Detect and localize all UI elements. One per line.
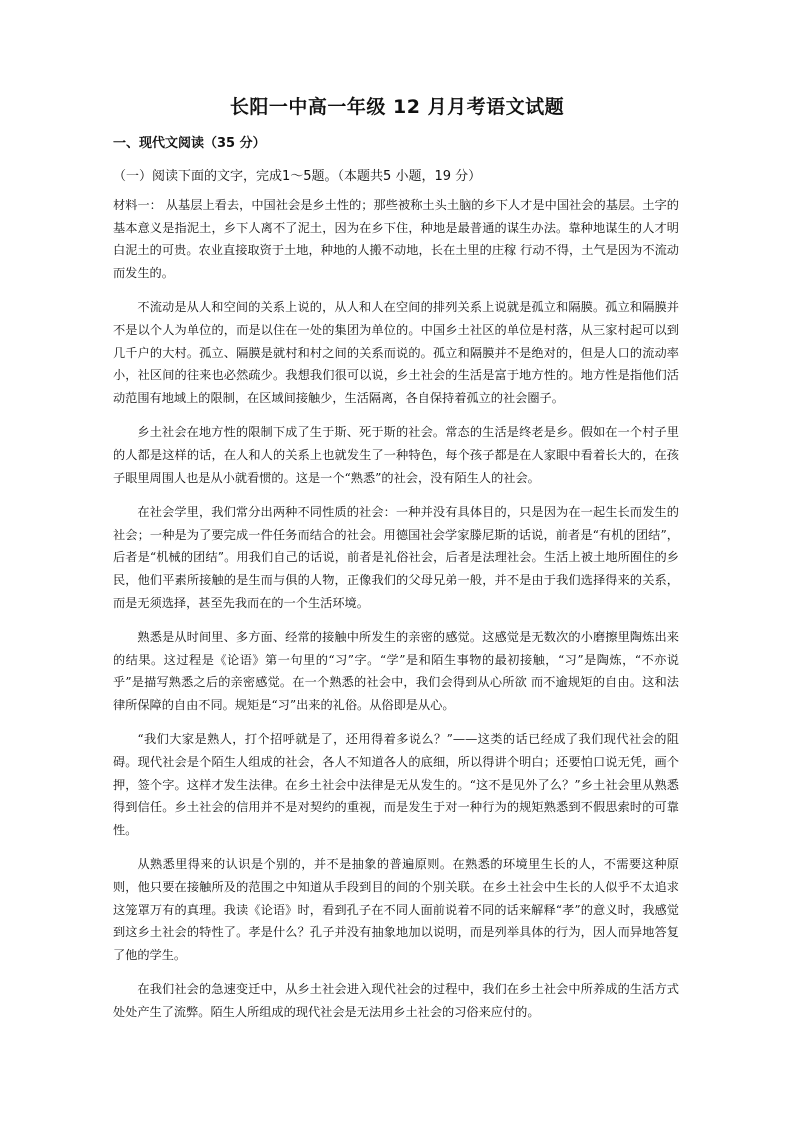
exam-title: 长阳一中高一年级 12 月月考语文试题 — [229, 96, 565, 118]
paragraph: 从熟悉里得来的认识是个别的，并不是抽象的普遍原则。在熟悉的环境里生长的人，不需要这种原则，他只要在接触所及的范围之中知道从手段到目的间的个别关联。在乡土社会中生长的人似乎不太追求这笼罩万有的真理。我读《论语》时，看到孔子在不同人面前说着不同的话来解释“孝”的意义时，我感觉到这乡土社会的特性了。孝是什么？孔子并没有抽象地加以说明，而是列举具体的行为，因人而异地答复了他的学生。 — [113, 857, 679, 962]
section-heading: 一、现代文阅读（35 分） — [113, 136, 266, 151]
paragraph: 在社会学里，我们常分出两种不同性质的社会：一种并没有具体目的，只是因为在一起生长而发生的社会；一种是为了要完成一件任务而结合的社会。用德国社会学家滕尼斯的话说，前者是“有机的团结”，后者是“机械的团结”。用我们自己的话说，前者是礼俗社会，后者是法理社会。生活上被土地所囿住的乡民，他们平素所接触的是生而与俱的人物，正像我们的父母兄弟一般，并不是由于我们选择得来的关系，而是无须选择，甚至先我而在的一个生活环境。 — [113, 505, 679, 610]
paragraph: 在我们社会的急速变迁中，从乡土社会进入现代社会的过程中，我们在乡土社会中所养成的生活方式处处产生了流弊。陌生人所组成的现代社会是无法用乡土社会的习俗来应付的。 — [113, 982, 679, 1019]
subsection-heading: （一）阅读下面的文字，完成1～5题。（本题共5 小题，19 分） — [113, 169, 482, 184]
paragraph: 熟悉是从时间里、多方面、经常的接触中所发生的亲密的感觉。这感觉是无数次的小磨擦里陶炼出来的结果。这过程是《论语》第一句里的“习”字。“学”是和陌生事物的最初接触，“习”是陶炼，“不亦说乎”是描写熟悉之后的亲密感觉。在一个熟悉的社会中，我们会得到从心所欲 而不逾规矩的自由。这和法律所保障的自由不同。规矩是“习”出来的礼俗。从俗即是从心。 — [113, 630, 679, 712]
paragraph: 乡土社会在地方性的限制下成了生于斯、死于斯的社会。常态的生活是终老是乡。假如在一个村子里的人都是这样的话，在人和人的关系上也就发生了一种特色，每个孩子都是在人家眼中看着长大的，在孩子眼里周围人也是从小就看惯的。这是一个“熟悉”的社会，没有陌生人的社会。 — [113, 425, 679, 485]
paragraph: 材料一： 从基层上看去，中国社会是乡土性的；那些被称土头土脑的乡下人才是中国社会的基层。土字的基本意义是指泥土，乡下人离不了泥土，因为在乡下住，种地是最普通的谋生办法。靠种地谋生的人才明白泥土的可贵。农业直接取资于土地，种地的人搬不动地，长在土里的庄稼 行动不得，土气是因为不流动而发生的。 — [113, 198, 679, 280]
paragraph: 不流动是从人和空间的关系上说的，从人和人在空间的排列关系上说就是孤立和隔膜。孤立和隔膜并不是以个人为单位的，而是以住在一处的集团为单位的。中国乡土社区的单位是村落，从三家村起可以到几千户的大村。孤立、隔膜是就村和村之间的关系而说的。孤立和隔膜并不是绝对的，但是人口的流动率小，社区间的往来也必然疏少。我想我们很可以说，乡土社会的生活是富于地方性的。地方性是指他们活动范围有地域上的限制，在区域间接触少，生活隔离，各自保持着孤立的社会圈子。 — [113, 300, 679, 405]
reading-passage — [113, 194, 679, 1036]
paragraph: “我们大家是熟人，打个招呼就是了，还用得着多说么？”——这类的话已经成了我们现代社会的阻碍。现代社会是个陌生人组成的社会，各人不知道各人的底细，所以得讲个明白；还要怕口说无凭，画个押，签个字。这样才发生法律。在乡土社会中法律是无从发生的。“这不是见外了么？”乡土社会里从熟悉得到信任。乡土社会的信用并不是对契约的重视，而是发生于对一种行为的规矩熟悉到不假思索时的可靠性。 — [113, 732, 679, 837]
